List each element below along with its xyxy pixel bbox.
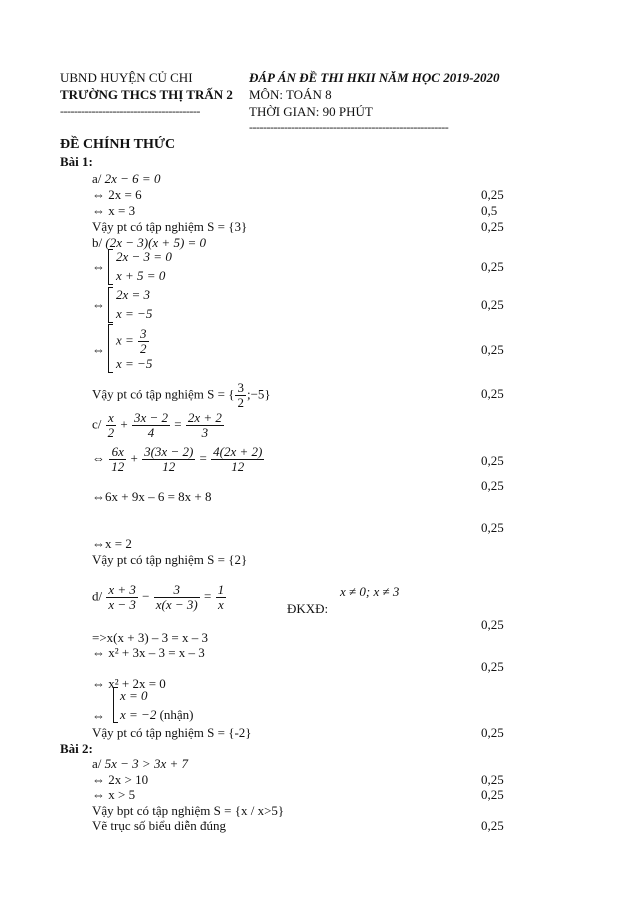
score: 0,25 bbox=[481, 342, 504, 357]
dkxd-label: ĐKXĐ: bbox=[287, 601, 329, 616]
b3-den: 2 bbox=[140, 341, 147, 356]
bai1-c-label: c/ bbox=[92, 416, 102, 432]
c-frac2-den: 4 bbox=[147, 425, 155, 440]
d4-line2 bbox=[120, 707, 194, 722]
d-frac2 bbox=[154, 583, 200, 612]
c2-frac2 bbox=[142, 445, 195, 474]
iff-symbol: ⇔ bbox=[92, 259, 105, 274]
bai1-a-equation: 2x − 6 = 0 bbox=[104, 171, 161, 186]
c2-frac1-den: 12 bbox=[111, 459, 125, 474]
bai2-a-draw: Vẽ trục số biểu diễn đúng bbox=[92, 818, 226, 833]
c-frac1 bbox=[106, 411, 117, 440]
b2-line2: x = −5 bbox=[116, 306, 153, 321]
b3-num: 3 bbox=[140, 326, 147, 341]
score: 0,25 bbox=[481, 187, 504, 202]
bai2-a-inequality: 5x − 3 > 3x + 7 bbox=[104, 756, 188, 771]
bai1-title: Bài 1: bbox=[60, 154, 93, 169]
b3-line1 bbox=[116, 327, 150, 356]
c2-frac1-num: 6x bbox=[109, 445, 126, 460]
bai1-a-step2: ⇔ x = 3 bbox=[92, 203, 136, 218]
bai1-c-step3: ⇔x = 2 bbox=[92, 536, 132, 551]
header-exam-title: ĐÁP ÁN ĐỀ THI HKII NĂM HỌC 2019-2020 bbox=[249, 70, 500, 85]
score: 0,25 bbox=[481, 818, 504, 833]
score: 0,25 bbox=[481, 453, 504, 468]
d-frac3 bbox=[216, 583, 227, 612]
header-time: THỜI GIAN: 90 PHÚT bbox=[249, 104, 373, 119]
header-subject: MÔN: TOÁN 8 bbox=[249, 87, 332, 102]
iff-symbol: ⇔ bbox=[92, 297, 105, 312]
bai1-a-solution: Vậy pt có tập nghiệm S = {3} bbox=[92, 219, 248, 234]
c2-frac3-den: 12 bbox=[231, 459, 245, 474]
header-right-rule: --------------------------------------------------------- bbox=[249, 121, 449, 133]
bai1-b bbox=[92, 235, 206, 250]
b3-fraction bbox=[138, 327, 149, 356]
d-equals: = bbox=[204, 588, 212, 604]
official-label: ĐỀ CHÍNH THỨC bbox=[60, 137, 176, 152]
score: 0,25 bbox=[481, 478, 504, 493]
b-sol-pre: Vậy pt có tập nghiệm S = { bbox=[92, 386, 235, 402]
bai1-d-step1: =>x(x + 3) – 3 = x – 3 bbox=[92, 630, 208, 645]
iff-symbol: ⇔ bbox=[92, 342, 105, 357]
bai1-c-step2: ⇔6x + 9x – 6 = 8x + 8 bbox=[92, 489, 212, 504]
iff-symbol: ⇔ bbox=[92, 708, 105, 723]
c2-frac1 bbox=[109, 445, 126, 474]
b1-line1: 2x − 3 = 0 bbox=[116, 249, 172, 264]
bracket-b2 bbox=[108, 287, 113, 323]
bai2-a bbox=[92, 756, 188, 771]
d-frac3-num: 1 bbox=[217, 582, 225, 597]
b-sol-den: 2 bbox=[237, 395, 244, 410]
d-frac2-num: 3 bbox=[154, 583, 200, 598]
score: 0,25 bbox=[481, 386, 504, 401]
c2-frac3-num: 4(2x + 2) bbox=[213, 444, 263, 459]
bai1-c bbox=[92, 411, 225, 440]
bai1-c-solution: Vậy pt có tập nghiệm S = {2} bbox=[92, 552, 248, 567]
d-minus: − bbox=[142, 588, 150, 604]
c-frac2 bbox=[132, 411, 170, 440]
score: 0,25 bbox=[481, 219, 504, 234]
bracket-d4 bbox=[113, 687, 118, 723]
c-plus: + bbox=[120, 416, 128, 432]
score: 0,25 bbox=[481, 725, 504, 740]
d-frac1-den: x − 3 bbox=[108, 597, 136, 612]
bai1-a-label: a/ bbox=[92, 171, 102, 186]
bai2-title: Bài 2: bbox=[60, 741, 93, 756]
iff-symbol: ⇔ bbox=[92, 450, 105, 466]
score: 0,25 bbox=[481, 297, 504, 312]
c-frac1-num: x bbox=[106, 411, 117, 426]
c-equals: = bbox=[199, 450, 207, 466]
c-plus: + bbox=[130, 450, 138, 466]
bai1-a bbox=[92, 171, 160, 186]
header-school: TRƯỜNG THCS THỊ TRẤN 2 bbox=[60, 87, 233, 102]
d4-line2-eq: x = −2 bbox=[120, 707, 157, 722]
b-sol-fraction bbox=[235, 381, 246, 410]
bai2-a-step2: ⇔ x > 5 bbox=[92, 787, 136, 802]
d-frac2-den: x(x − 3) bbox=[155, 597, 198, 612]
bai1-d-step3: ⇔ x² + 2x = 0 bbox=[92, 676, 166, 691]
b2-line1: 2x = 3 bbox=[116, 287, 151, 302]
bai1-d-label: d/ bbox=[92, 588, 103, 604]
dkxd-condition: x ≠ 0; x ≠ 3 bbox=[340, 584, 400, 599]
d-frac3-den: x bbox=[217, 597, 224, 612]
bai1-a-step1: ⇔ 2x = 6 bbox=[92, 187, 142, 202]
c2-frac3 bbox=[211, 445, 264, 474]
bracket-b3 bbox=[108, 324, 113, 373]
c2-frac2-den: 12 bbox=[162, 459, 176, 474]
b1-line2: x + 5 = 0 bbox=[116, 268, 166, 283]
c-equals: = bbox=[174, 416, 182, 432]
score: 0,25 bbox=[481, 787, 504, 802]
bai1-d-solution: Vậy pt có tập nghiệm S = {-2} bbox=[92, 725, 252, 740]
bai1-d bbox=[92, 583, 227, 612]
bai1-d-step2: ⇔ x² + 3x – 3 = x – 3 bbox=[92, 645, 205, 660]
bai2-a-label: a/ bbox=[92, 756, 102, 771]
header-district: UBND HUYỆN CỦ CHI bbox=[60, 70, 193, 85]
d-frac1 bbox=[106, 583, 138, 612]
c-frac3 bbox=[186, 411, 224, 440]
bai1-b-solution bbox=[92, 381, 271, 410]
score: 0,25 bbox=[481, 520, 504, 535]
bai2-a-step1: ⇔ 2x > 10 bbox=[92, 772, 149, 787]
b3-line2: x = −5 bbox=[116, 356, 153, 371]
bai2-a-solution: Vậy bpt có tập nghiệm S = {x / x>5} bbox=[92, 803, 285, 818]
d4-note: (nhận) bbox=[159, 707, 194, 722]
c-frac1-den: 2 bbox=[107, 425, 115, 440]
header-left-rule: ---------------------------------------- bbox=[60, 105, 200, 117]
score: 0,25 bbox=[481, 617, 504, 632]
d4-line1: x = 0 bbox=[120, 688, 148, 703]
score: 0,5 bbox=[481, 203, 498, 218]
score: 0,25 bbox=[481, 659, 504, 674]
c-frac3-num: 2x + 2 bbox=[187, 410, 222, 425]
b-sol-post: ;−5} bbox=[246, 386, 271, 402]
c-frac3-den: 3 bbox=[201, 425, 209, 440]
bracket-b1 bbox=[108, 249, 113, 285]
bai1-b-label: b/ bbox=[92, 235, 103, 250]
b3-x: x = bbox=[116, 332, 134, 348]
score: 0,25 bbox=[481, 259, 504, 274]
c2-frac2-num: 3(3x − 2) bbox=[144, 444, 194, 459]
c-frac2-num: 3x − 2 bbox=[133, 410, 169, 425]
bai1-c-step1 bbox=[92, 445, 265, 474]
score: 0,25 bbox=[481, 772, 504, 787]
d-frac1-num: x + 3 bbox=[108, 582, 136, 597]
b-sol-num: 3 bbox=[237, 380, 244, 395]
bai1-b-equation: (2x − 3)(x + 5) = 0 bbox=[105, 235, 207, 250]
